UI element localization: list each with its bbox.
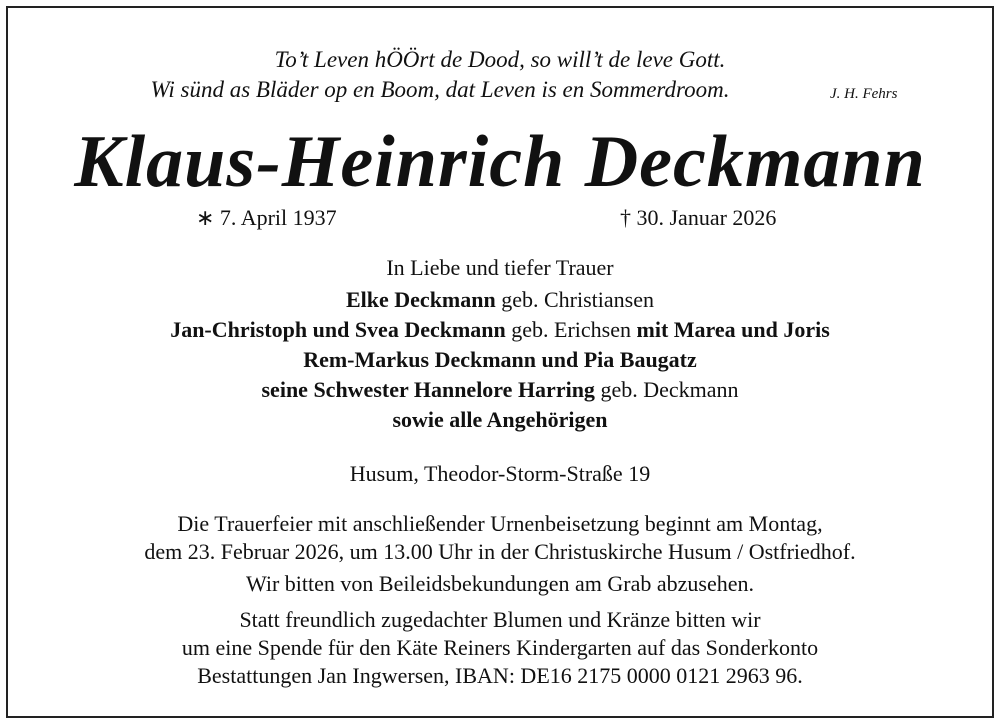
mourner-note: geb. Erichsen bbox=[505, 317, 637, 342]
mourner-line-1 bbox=[0, 286, 1000, 314]
mourner-name: Rem-Markus Deckmann und Pia Baugatz bbox=[303, 347, 697, 372]
donation-line-1: Statt freundlich zugedachter Blumen und Kränze bitten wir bbox=[239, 607, 761, 632]
quote-author: J. H. Fehrs bbox=[830, 86, 898, 102]
deceased-name: Klaus-Heinrich Deckmann bbox=[74, 121, 926, 203]
quote-line-1: To’t Leven hÖÖrt de Dood, so will’t de leve Gott. bbox=[274, 47, 726, 72]
mourners-intro: In Liebe und tiefer Trauer bbox=[386, 255, 614, 280]
donation-line-2: um eine Spende für den Käte Reiners Kindergarten auf das Sonderkonto bbox=[181, 635, 819, 660]
mourner-name: seine Schwester Hannelore Harring bbox=[261, 377, 595, 402]
mourner-children: mit Marea und Joris bbox=[636, 317, 830, 342]
ceremony-line-2: dem 23. Februar 2026, um 13.00 Uhr in der Christuskirche Husum / Ostfriedhof. bbox=[144, 539, 856, 564]
mourner-note: geb. Christiansen bbox=[495, 287, 654, 312]
mourner-line-2 bbox=[0, 316, 1000, 344]
mourner-name: Jan-Christoph und Svea Deckmann bbox=[170, 317, 506, 342]
ceremony-line-1: Die Trauerfeier mit anschließender Urnenbeisetzung beginnt am Montag, bbox=[177, 511, 823, 536]
mourner-line-5 bbox=[0, 406, 1000, 434]
quote-line-2: Wi sünd as Bläder op en Boom, dat Leven is en Sommerdroom. bbox=[150, 77, 730, 102]
mourner-line-4 bbox=[0, 376, 1000, 404]
birth-date: ∗ 7. April 1937 bbox=[196, 205, 337, 230]
condolence-note: Wir bitten von Beileidsbekundungen am Grab abzusehen. bbox=[245, 571, 755, 596]
mourner-note: geb. Deckmann bbox=[594, 377, 739, 402]
donation-line-3: Bestattungen Jan Ingwersen, IBAN: DE16 2175 0000 0121 2963 96. bbox=[197, 663, 803, 688]
mourner-name: Elke Deckmann bbox=[345, 287, 496, 312]
mourner-line-3 bbox=[0, 346, 1000, 374]
death-date: † 30. Januar 2026 bbox=[620, 205, 777, 230]
address: Husum, Theodor-Storm-Straße 19 bbox=[349, 461, 651, 486]
mourner-name: sowie alle Angehörigen bbox=[392, 407, 608, 432]
